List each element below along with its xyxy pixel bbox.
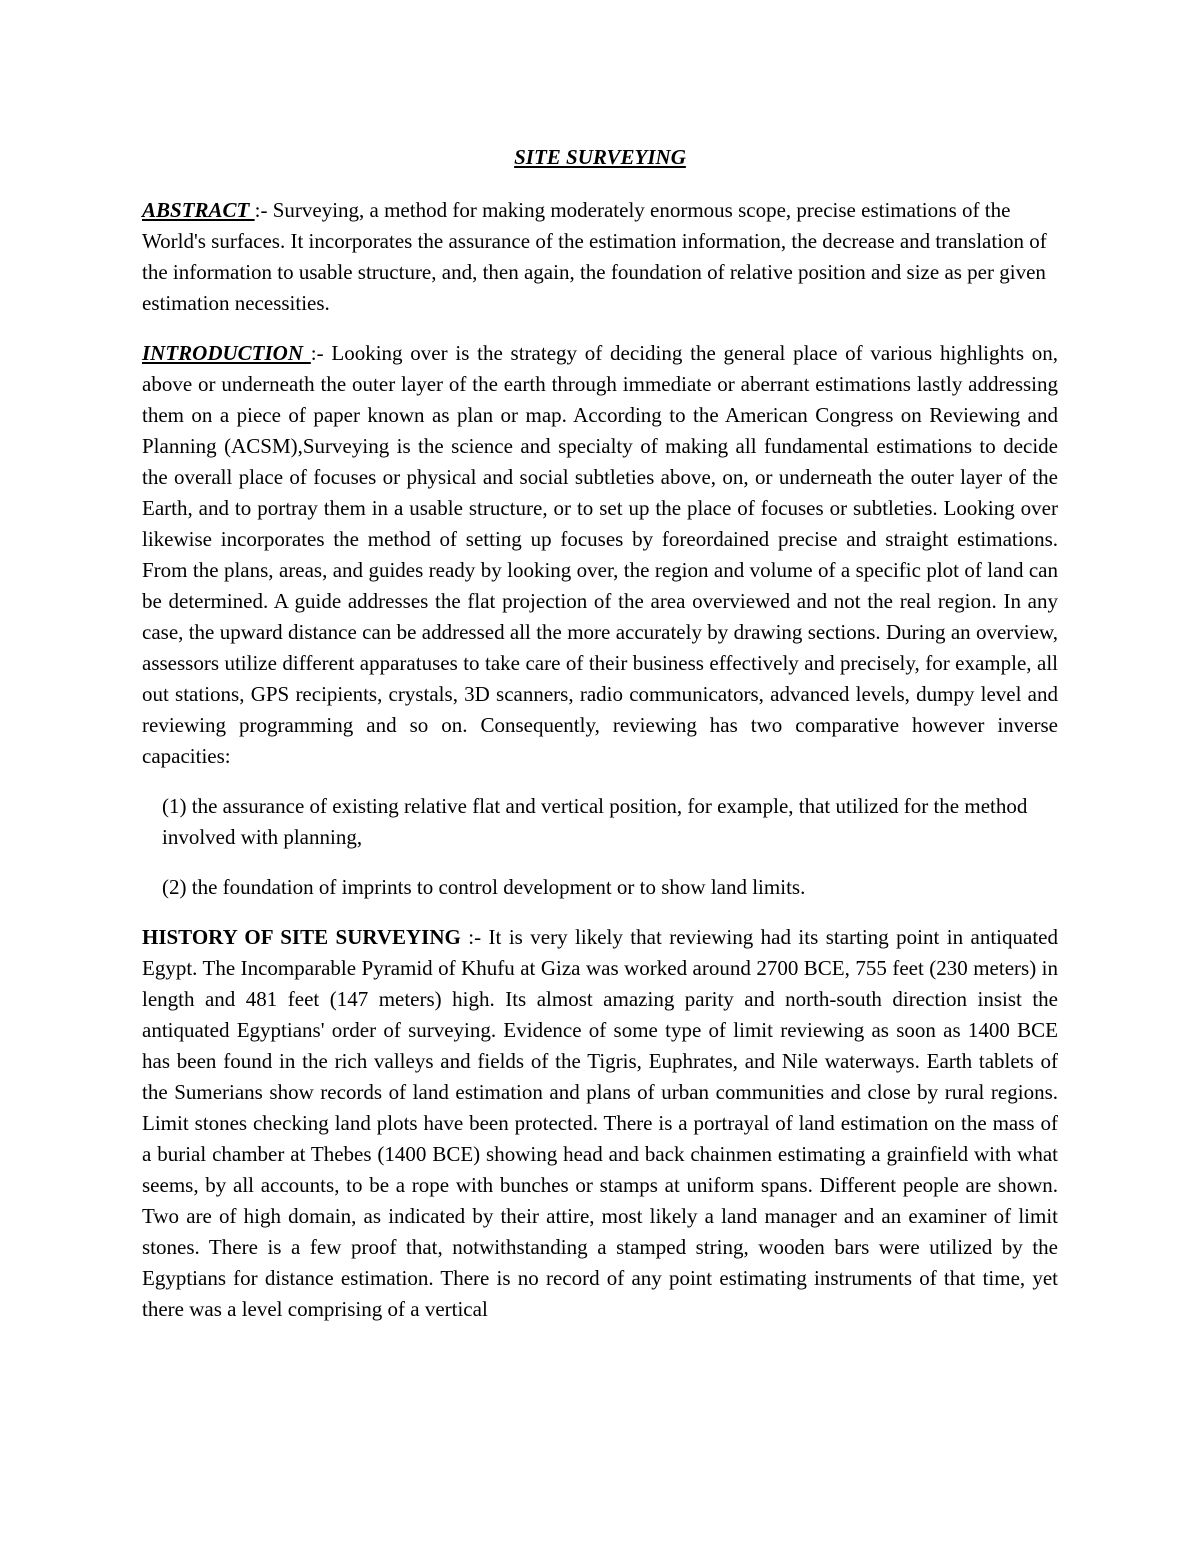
introduction-paragraph — [142, 338, 1058, 772]
history-text: :- It is very likely that reviewing had its starting point in antiquated Egypt. The Incomparable Pyramid of Khufu at Giza was worked around 2700 BCE, 755 feet (230 meters) in length and 481 feet (147 meters) high. Its almost amazing parity and north-south direction insist the antiquated Egyptians' order of surveying. Evidence of some type of limit reviewing as soon as 1400 BCE has been found in the rich valleys and fields of the Tigris, Euphrates, and Nile waterways. Earth tablets of the Sumerians show records of land estimation and plans of urban communities and close by rural regions. Limit stones checking land plots have been protected. There is a portrayal of land estimation on the mass of a burial chamber at Thebes (1400 BCE) showing head and back chainmen estimating a grainfield with what seems, by all accounts, to be a rope with bunches or stamps at uniform spans. Different people are shown. Two are of high domain, as indicated by their attire, most likely a land manager and an examiner of limit stones. There is a few proof that, notwithstanding a stamped string, wooden bars were utilized by the Egyptians for distance estimation. There is no record of any point estimating instruments of that time, yet there was a level comprising of a vertical — [142, 925, 1058, 1321]
history-heading: HISTORY OF SITE SURVEYING — [142, 925, 469, 949]
page-title: SITE SURVEYING — [514, 145, 686, 169]
list-item: (2) the foundation of imprints to control development or to show land limits. — [162, 875, 806, 899]
abstract-heading: ABSTRACT — [142, 198, 255, 222]
history-paragraph — [142, 922, 1058, 1325]
introduction-text: :- Looking over is the strategy of deciding the general place of various highlights on, above or underneath the outer layer of the earth through immediate or aberrant estimations lastly addressing them on a piece of paper known as plan or map. According to the American Congress on Reviewing and Planning (ACSM),Surveying is the science and specialty of making all fundamental estimations to decide the overall place of focuses or physical and social subtleties above, on, or underneath the outer layer of the Earth, and to portray them in a usable structure, or to set up the place of focuses or subtleties. Looking over likewise incorporates the method of setting up focuses by foreordained precise and straight estimations. From the plans, areas, and guides ready by looking over, the region and volume of a specific plot of land can be determined. A guide addresses the flat projection of the area overviewed and not the real region. In any case, the upward distance can be addressed all the more accurately by drawing sections. During an overview, assessors utilize different apparatuses to take care of their business effectively and precisely, for example, all out stations, GPS recipients, crystals, 3D scanners, radio communicators, advanced levels, dumpy level and reviewing programming and so on. Consequently, reviewing has two comparative however inverse capacities: — [142, 341, 1059, 768]
abstract-paragraph — [142, 195, 1058, 319]
abstract-text: :- Surveying, a method for making moderately enormous scope, precise estimations of the World's surfaces. It incorporates the assurance of the estimation information, the decrease and translation of the information to usable structure, and, then again, the foundation of relative position and size as per given estimation necessities. — [142, 198, 1047, 315]
document-page — [142, 142, 1058, 1344]
list-item: (1) the assurance of existing relative flat and vertical position, for example, that utilized for the method involved with planning, — [162, 794, 1028, 849]
introduction-heading: INTRODUCTION — [142, 341, 311, 365]
